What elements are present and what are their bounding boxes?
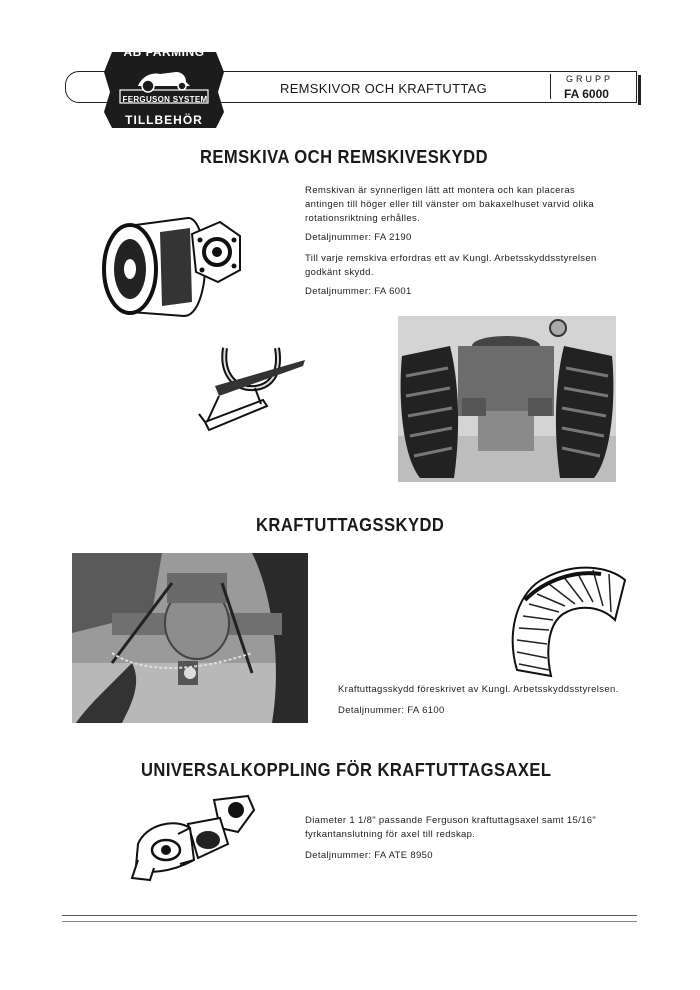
logo-top-text: AB FARMING	[123, 45, 205, 59]
pulley-guard-part-number: Detaljnummer: FA 6001	[305, 286, 412, 297]
section-title-pulley: REMSKIVA OCH REMSKIVESKYDD	[200, 147, 489, 167]
group-label: GRUPP	[566, 74, 614, 84]
pulley-part-number: Detaljnummer: FA 2190	[305, 232, 412, 243]
pulley-guard-illustration	[195, 344, 310, 434]
belt-pulley-illustration	[100, 212, 245, 322]
tractor-rear-photo	[398, 316, 616, 482]
pto-guard-description	[338, 683, 628, 718]
section-title-pto-guard: KRAFTUTTAGSSKYDD	[256, 515, 445, 535]
footer-rule-bottom	[62, 921, 637, 922]
pto-guard-photo	[72, 553, 308, 723]
universal-joint-description	[305, 814, 605, 863]
pulley-text: Remskivan är synnerligen lätt att montera och kan placeras antingen till höger eller till vänster om bakaxelhuset varvid olika rotationsriktning erhålles.	[305, 185, 595, 224]
universal-joint-part-number: Detaljnummer: FA ATE 8950	[305, 850, 433, 861]
logo-bottom-text: TILLBEHÖR	[125, 113, 203, 127]
pto-guard-illustration	[505, 560, 630, 680]
universal-joint-text: Diameter 1 1/8" passande Ferguson kraftuttagsaxel samt 15/16" fyrkantanslutning för axel till redskap.	[305, 815, 597, 840]
universal-joint-illustration	[128, 794, 258, 884]
section-title-universal-joint: UNIVERSALKOPPLING FÖR KRAFTUTTAGSAXEL	[141, 760, 552, 780]
page-title: REMSKIVOR OCH KRAFTUTTAG	[280, 81, 488, 96]
header-divider	[550, 74, 551, 99]
pto-guard-part-number: Detaljnummer: FA 6100	[338, 705, 445, 716]
footer-rule-top	[62, 915, 637, 916]
group-code: FA 6000	[564, 87, 609, 101]
pulley-guard-text: Till varje remskiva erfordras ett av Kungl. Arbetsskyddsstyrelsen godkänt skydd.	[305, 253, 597, 278]
pulley-description	[305, 184, 610, 299]
logo-middle-text: FERGUSON SYSTEM	[122, 95, 208, 104]
pto-guard-text: Kraftuttagsskydd föreskrivet av Kungl. Arbetsskyddsstyrelsen.	[338, 684, 619, 695]
